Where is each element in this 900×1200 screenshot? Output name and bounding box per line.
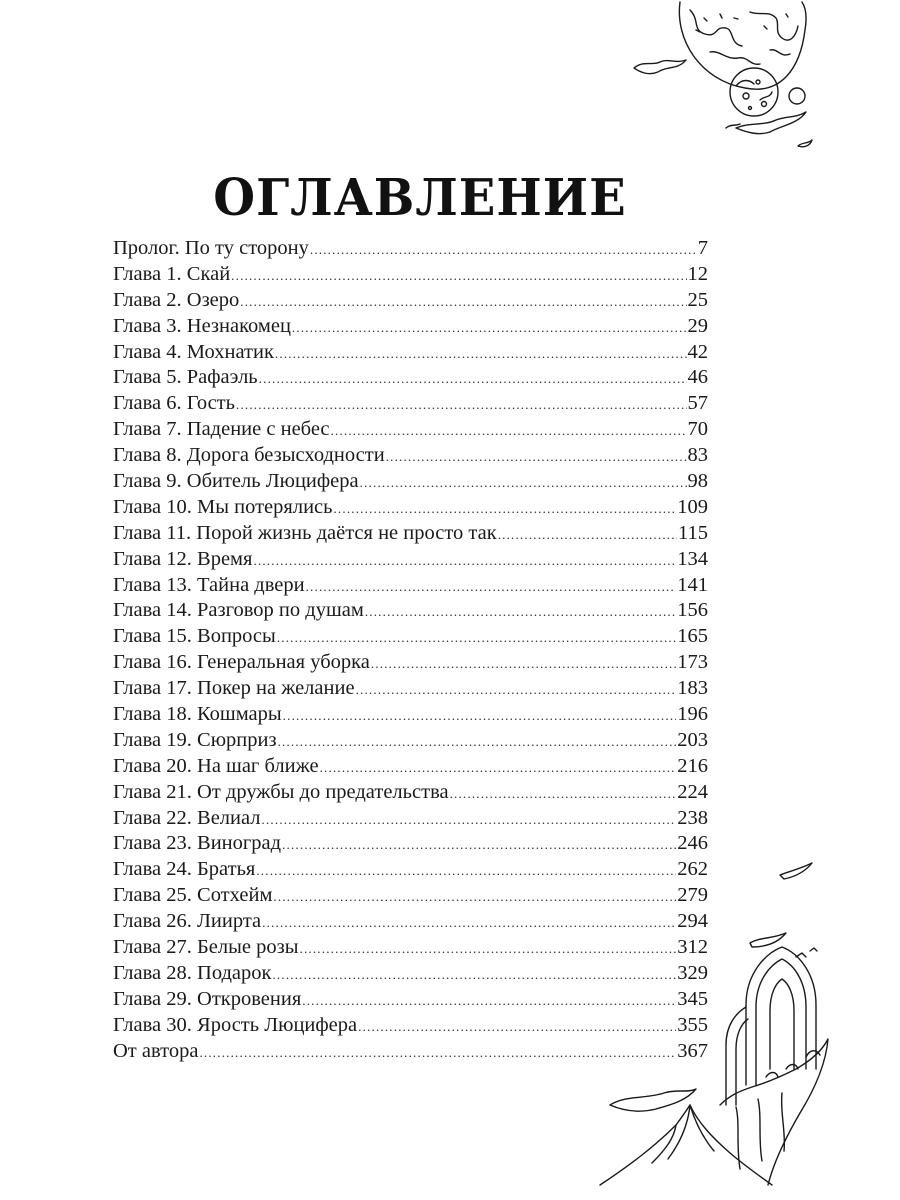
toc-entry-page: 294 xyxy=(677,910,708,933)
toc-entry-page: 29 xyxy=(687,314,708,337)
toc-entry[interactable] xyxy=(113,521,708,547)
toc-entry-page: 312 xyxy=(677,936,708,959)
toc-entry-page: 216 xyxy=(677,754,708,777)
toc-entry[interactable] xyxy=(113,728,708,754)
toc-entry[interactable] xyxy=(113,288,708,314)
toc-entry[interactable] xyxy=(113,391,708,417)
toc-entry-page: 165 xyxy=(677,625,708,648)
toc-entry-page: 224 xyxy=(677,780,708,803)
toc-entry[interactable] xyxy=(113,365,708,391)
toc-entry-title: Глава 6. Гость xyxy=(113,392,235,415)
toc-entry-page: 279 xyxy=(677,884,708,907)
dot-leader xyxy=(386,444,687,470)
toc-entry[interactable] xyxy=(113,262,708,288)
toc-entry-page: 238 xyxy=(677,806,708,829)
toc-entry-title: Глава 4. Мохнатик xyxy=(113,340,274,363)
toc-entry-title: Глава 22. Велиал xyxy=(113,806,261,829)
dot-leader xyxy=(356,677,677,703)
dot-leader xyxy=(275,341,687,367)
toc-entry-title: Глава 5. Рафаэль xyxy=(113,366,258,389)
toc-entry-page: 98 xyxy=(687,470,708,493)
toc-entry-page: 246 xyxy=(677,832,708,855)
toc-entry[interactable] xyxy=(113,340,708,366)
toc-entry-page: 262 xyxy=(677,858,708,881)
dot-leader xyxy=(498,522,677,548)
dot-leader xyxy=(236,392,687,418)
dot-leader xyxy=(292,315,687,341)
toc-entry-page: 203 xyxy=(677,728,708,751)
toc-entry-title: Пролог. По ту сторону xyxy=(113,237,309,259)
toc-entry-title: Глава 13. Тайна двери xyxy=(113,573,305,596)
toc-entry-page: 12 xyxy=(687,262,708,285)
toc-entry-title: Глава 24. Братья xyxy=(113,858,256,881)
toc-entry-title: Глава 18. Кошмары xyxy=(113,703,282,726)
dot-leader xyxy=(333,496,676,522)
toc-entry-page: 7 xyxy=(697,237,708,259)
toc-entry[interactable] xyxy=(113,314,708,340)
toc-entry[interactable] xyxy=(113,676,708,702)
page-title: ОГЛАВЛЕНИЕ xyxy=(213,168,627,228)
dot-leader xyxy=(320,755,677,781)
toc-entry-page: 134 xyxy=(677,547,708,570)
dot-leader xyxy=(306,574,677,600)
toc-entry-title: Глава 7. Падение с небес xyxy=(113,418,330,441)
toc-entry-title: Глава 30. Ярость Люцифера xyxy=(113,1013,358,1036)
dot-leader xyxy=(450,781,677,807)
toc-entry-page: 183 xyxy=(677,677,708,700)
dot-leader xyxy=(277,625,676,651)
toc-entry-title: Глава 25. Сотхейм xyxy=(113,884,273,907)
toc-entry-title: Глава 11. Порой жизнь даётся не просто так xyxy=(113,521,497,544)
toc-entry-title: Глава 3. Незнакомец xyxy=(113,314,291,337)
toc-entry[interactable] xyxy=(113,495,708,521)
toc-entry-page: 115 xyxy=(678,521,708,544)
toc-entry-page: 83 xyxy=(687,444,708,467)
toc-entry[interactable] xyxy=(113,417,708,443)
toc-entry[interactable] xyxy=(113,806,708,832)
toc-entry-page: 367 xyxy=(677,1039,708,1062)
toc-entry-page: 46 xyxy=(687,366,708,389)
toc-entry-title: Глава 20. На шаг ближе xyxy=(113,754,319,777)
planets-illustration xyxy=(630,0,870,170)
toc-entry-page: 345 xyxy=(677,987,708,1010)
toc-entry-title: Глава 8. Дорога безысходности xyxy=(113,444,385,467)
toc-entry-page: 156 xyxy=(677,599,708,622)
toc-entry[interactable] xyxy=(113,624,708,650)
dot-leader xyxy=(365,599,676,625)
toc-entry-title: Глава 14. Разговор по душам xyxy=(113,599,364,622)
toc-entry-title: Глава 27. Белые розы xyxy=(113,936,299,959)
dot-leader xyxy=(262,807,677,833)
toc-entry-page: 173 xyxy=(677,651,708,674)
toc-entry-title: Глава 26. Лиирта xyxy=(113,910,262,933)
dot-leader xyxy=(310,237,697,263)
dot-leader xyxy=(331,418,687,444)
dot-leader xyxy=(231,263,686,289)
dot-leader xyxy=(283,703,677,729)
toc-entry-title: Глава 15. Вопросы xyxy=(113,625,276,648)
toc-entry-title: Глава 1. Скай xyxy=(113,262,231,285)
dot-leader xyxy=(371,651,676,677)
dot-leader xyxy=(360,470,687,496)
toc-entry-page: 141 xyxy=(677,573,708,596)
toc-entry-page: 70 xyxy=(687,418,708,441)
toc-entry[interactable] xyxy=(113,831,708,857)
toc-entry-title: Глава 29. Откровения xyxy=(113,987,302,1010)
toc-entry-page: 42 xyxy=(687,340,708,363)
toc-entry-title: Глава 21. От дружбы до предательства xyxy=(113,780,449,803)
toc-entry[interactable] xyxy=(113,443,708,469)
dot-leader xyxy=(240,289,686,315)
toc-entry-title: Глава 2. Озеро xyxy=(113,288,240,311)
toc-entry-title: Глава 17. Покер на желание xyxy=(113,677,355,700)
toc-entry-page: 196 xyxy=(677,703,708,726)
toc-entry-page: 355 xyxy=(677,1013,708,1036)
toc-entry[interactable] xyxy=(113,754,708,780)
toc-entry-title: Глава 9. Обитель Люцифера xyxy=(113,470,359,493)
toc-entry-title: Глава 12. Время xyxy=(113,547,253,570)
toc-entry[interactable] xyxy=(113,573,708,599)
toc-entry-title: Глава 19. Сюрприз xyxy=(113,728,277,751)
toc-entry[interactable] xyxy=(113,598,708,624)
toc-entry-title: Глава 10. Мы потерялись xyxy=(113,495,333,518)
toc-entry-title: Глава 28. Подарок xyxy=(113,961,272,984)
toc-entry[interactable] xyxy=(113,780,708,806)
dot-leader xyxy=(278,729,677,755)
dot-leader xyxy=(253,548,676,574)
castle-illustration xyxy=(590,855,900,1195)
toc-entry-page: 329 xyxy=(677,961,708,984)
toc-entry-page: 25 xyxy=(687,288,708,311)
toc-entry-page: 57 xyxy=(687,392,708,415)
dot-leader xyxy=(259,366,687,392)
toc-entry[interactable] xyxy=(113,547,708,573)
toc-entry[interactable] xyxy=(113,236,708,262)
toc-entry-title: От автора xyxy=(113,1039,199,1062)
toc-entry-title: Глава 16. Генеральная уборка xyxy=(113,651,370,674)
toc-entry[interactable] xyxy=(113,702,708,728)
toc-entry[interactable] xyxy=(113,650,708,676)
toc-entry-page: 109 xyxy=(677,495,708,518)
toc-entry[interactable] xyxy=(113,469,708,495)
toc-entry-title: Глава 23. Виноград xyxy=(113,832,282,855)
